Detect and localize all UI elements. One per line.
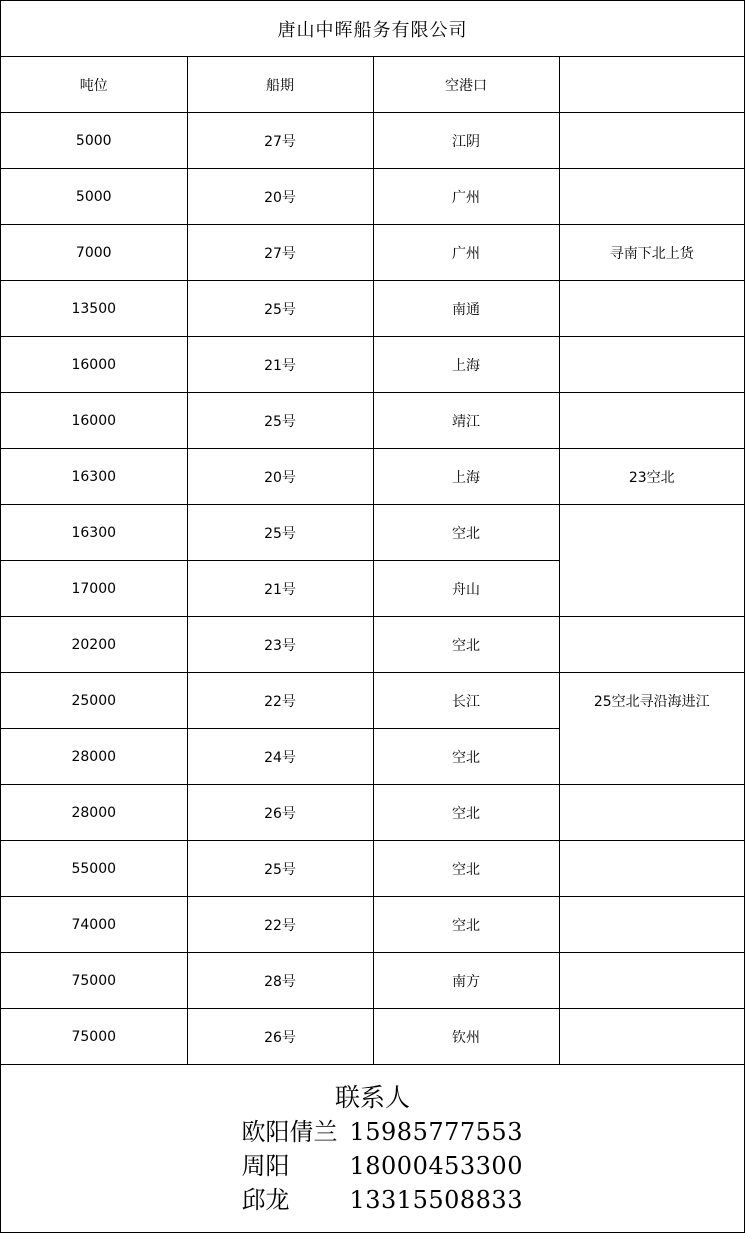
- cell-tonnage: 7000: [1, 225, 187, 281]
- cell-tonnage: 5000: [1, 113, 187, 169]
- cell-port: 南通: [373, 281, 559, 337]
- company-title: 唐山中晖船务有限公司: [1, 1, 744, 57]
- cell-tonnage: 16300: [1, 505, 187, 561]
- cell-tonnage: 28000: [1, 785, 187, 841]
- cell-port: 空北: [373, 897, 559, 953]
- contact-row: [1, 1149, 744, 1183]
- cell-port: 广州: [373, 225, 559, 281]
- cell-date: 20号: [187, 169, 373, 225]
- cell-note: [559, 1009, 744, 1065]
- cell-note: 25空北寻沿海进江: [593, 693, 710, 710]
- cell-note: [559, 505, 744, 561]
- table-row: [1, 1009, 744, 1065]
- header-note: [559, 57, 744, 113]
- table-row: [1, 841, 744, 897]
- cell-tonnage: 13500: [1, 281, 187, 337]
- cell-date: 26号: [187, 785, 373, 841]
- cell-tonnage: 28000: [1, 729, 187, 785]
- table-row: [1, 673, 744, 729]
- cell-tonnage: 20200: [1, 617, 187, 673]
- table-row: [1, 337, 744, 393]
- cell-note: [559, 953, 744, 1009]
- cell-note: [559, 393, 744, 449]
- cell-date: 26号: [187, 1009, 373, 1065]
- table-row: [1, 281, 744, 337]
- cell-tonnage: 74000: [1, 897, 187, 953]
- table-row: [1, 505, 744, 561]
- cell-port: 广州: [373, 169, 559, 225]
- cell-tonnage: 75000: [1, 953, 187, 1009]
- table-row: [1, 561, 744, 617]
- header-tonnage: 吨位: [1, 57, 187, 113]
- table-row: [1, 169, 744, 225]
- cell-port: 钦州: [373, 1009, 559, 1065]
- table-row: [1, 393, 744, 449]
- cell-date: 24号: [187, 729, 373, 785]
- cell-date: 23号: [187, 617, 373, 673]
- cell-note: [559, 729, 744, 785]
- cell-date: 21号: [187, 561, 373, 617]
- cell-date: 27号: [187, 225, 373, 281]
- cell-port: 上海: [373, 449, 559, 505]
- cell-tonnage: 25000: [1, 673, 187, 729]
- header-port: 空港口: [373, 57, 559, 113]
- cell-date: 25号: [187, 505, 373, 561]
- table-row: [1, 449, 744, 505]
- table-row: [1, 113, 744, 169]
- contact-row: [1, 1183, 744, 1217]
- cell-port: 空北: [373, 505, 559, 561]
- cell-port: 空北: [373, 785, 559, 841]
- contact-heading: 联系人: [334, 1083, 410, 1112]
- cell-note: [559, 561, 744, 617]
- cell-port: 上海: [373, 337, 559, 393]
- cell-note: [559, 617, 744, 673]
- table-row: [1, 225, 744, 281]
- contact-section: [1, 1065, 744, 1217]
- table-row: [1, 729, 744, 785]
- cell-note: [559, 113, 744, 169]
- cell-port: 空北: [373, 729, 559, 785]
- cell-note: [559, 169, 744, 225]
- cell-tonnage: 55000: [1, 841, 187, 897]
- cell-tonnage: 17000: [1, 561, 187, 617]
- table-row: [1, 617, 744, 673]
- contact-name: 邱龙: [241, 1186, 290, 1214]
- cell-date: 28号: [187, 953, 373, 1009]
- cell-tonnage: 16000: [1, 393, 187, 449]
- cell-date: 22号: [187, 673, 373, 729]
- header-date: 船期: [187, 57, 373, 113]
- cell-date: 22号: [187, 897, 373, 953]
- cell-date: 21号: [187, 337, 373, 393]
- cell-date: 20号: [187, 449, 373, 505]
- table-header-row: [1, 57, 744, 113]
- cell-note: 23空北: [559, 449, 744, 505]
- cell-port: 江阴: [373, 113, 559, 169]
- contact-name: 周阳: [241, 1152, 290, 1180]
- cell-tonnage: 5000: [1, 169, 187, 225]
- cell-date: 27号: [187, 113, 373, 169]
- cell-note: [559, 785, 744, 841]
- cell-note: [559, 281, 744, 337]
- contact-phone: 18000453300: [349, 1152, 523, 1180]
- cell-port: 长江: [373, 673, 559, 729]
- table-row: [1, 953, 744, 1009]
- contact-phone: 13315508833: [349, 1186, 523, 1214]
- cell-note: [559, 897, 744, 953]
- cell-port: 空北: [373, 617, 559, 673]
- contact-phone: 15985777553: [349, 1118, 523, 1146]
- cell-date: 25号: [187, 841, 373, 897]
- cell-date: 25号: [187, 393, 373, 449]
- cell-port: 南方: [373, 953, 559, 1009]
- cell-port: 靖江: [373, 393, 559, 449]
- cell-note: 寻南下北上货: [559, 225, 744, 281]
- contact-name: 欧阳倩兰: [241, 1118, 338, 1146]
- cell-note: [559, 337, 744, 393]
- table-row: [1, 897, 744, 953]
- cell-date: 25号: [187, 281, 373, 337]
- cell-tonnage: 16000: [1, 337, 187, 393]
- ship-schedule-table: [1, 57, 744, 1065]
- cell-tonnage: 16300: [1, 449, 187, 505]
- cell-note: [559, 841, 744, 897]
- table-row: [1, 785, 744, 841]
- cell-tonnage: 75000: [1, 1009, 187, 1065]
- contact-row: [1, 1115, 744, 1149]
- cell-port: 舟山: [373, 561, 559, 617]
- cell-port: 空北: [373, 841, 559, 897]
